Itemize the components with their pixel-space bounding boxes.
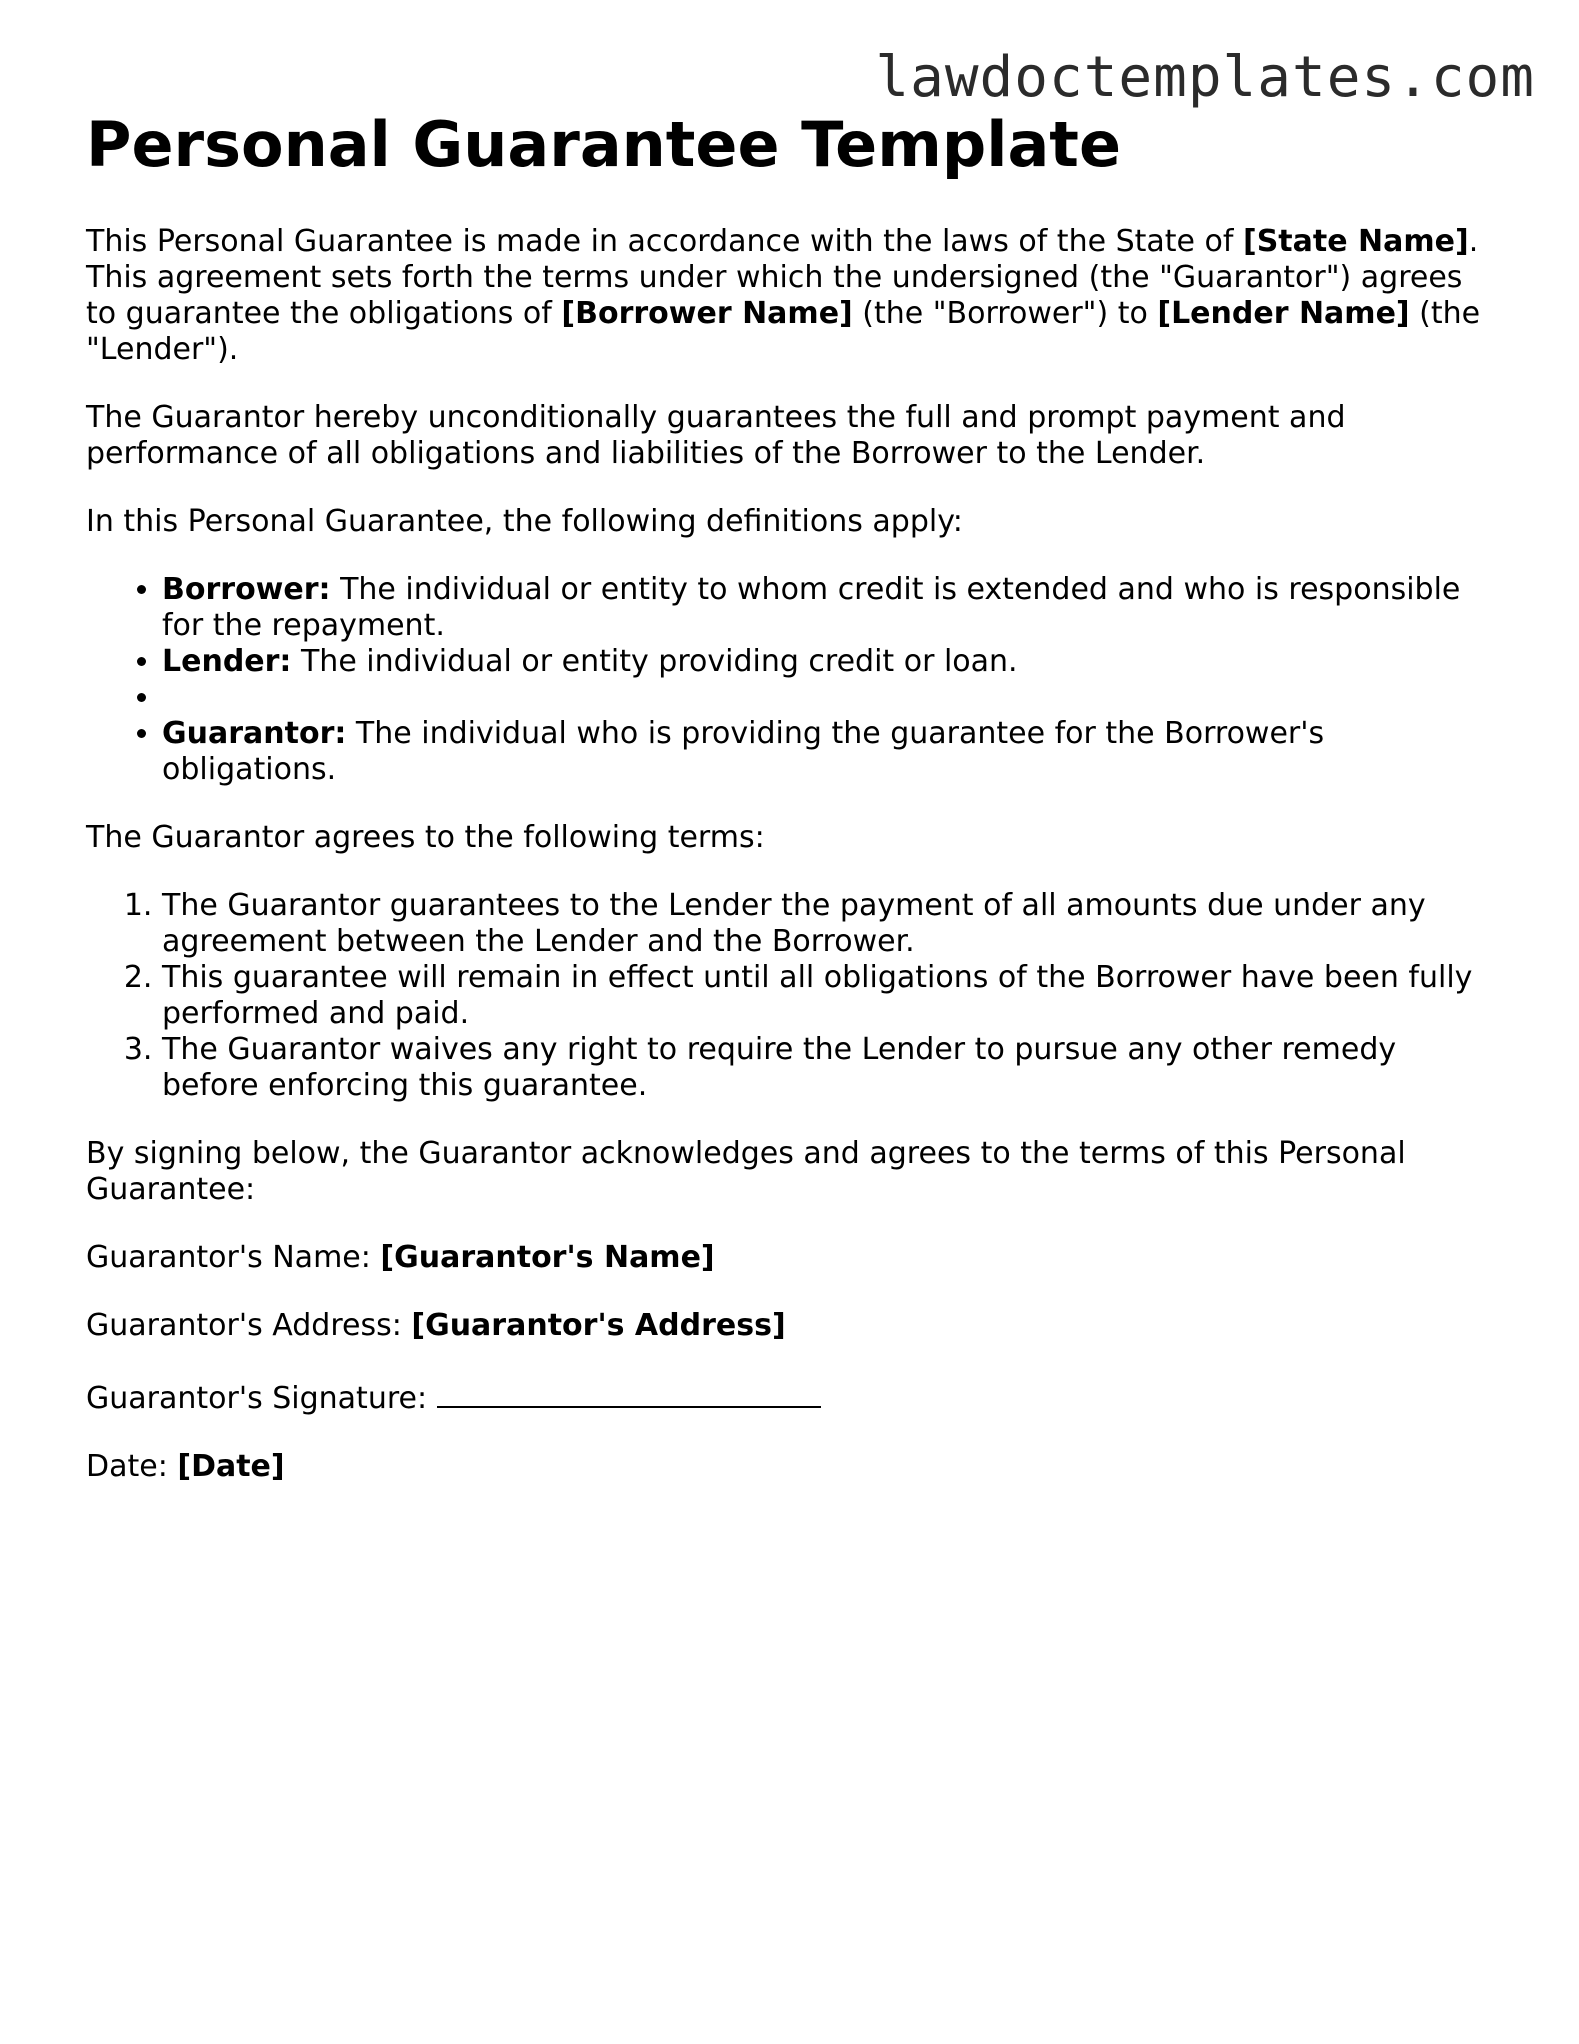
intro-text-3: (the "Borrower") to	[852, 296, 1158, 332]
signature-blank	[437, 1376, 821, 1408]
definition-term: Borrower:	[162, 572, 331, 608]
guarantor-signature-line	[86, 1376, 1496, 1417]
definition-term: Lender:	[162, 644, 292, 680]
intro-text-1: This Personal Guarantee is made in accordance with the laws of the State of	[86, 224, 1243, 260]
definition-text: The individual or entity to whom credit is extended and who is responsible for the repayment.	[162, 572, 1461, 644]
acknowledgement-paragraph: By signing below, the Guarantor acknowledges and agrees to the terms of this Personal Guarantee:	[86, 1136, 1406, 1208]
definition-item-borrower	[162, 572, 1496, 644]
term-item: 1. The Guarantor guarantees to the Lender the payment of all amounts due under any agreement between the Lender and the Borrower.	[162, 888, 1496, 960]
guarantor-name-label: Guarantor's Name:	[86, 1240, 381, 1276]
guarantee-paragraph: The Guarantor hereby unconditionally guarantees the full and prompt payment and performance of all obligations and liabilities of the Borrower to the Lender.	[86, 400, 1346, 472]
lender-name-placeholder: [Lender Name]	[1157, 296, 1410, 332]
definition-text: The individual or entity providing credit or loan.	[291, 644, 1018, 680]
terms-intro: The Guarantor agrees to the following terms:	[86, 820, 765, 856]
date-line	[86, 1449, 1496, 1485]
intro-paragraph	[86, 224, 1496, 368]
date-label: Date:	[86, 1449, 178, 1485]
borrower-name-placeholder: [Borrower Name]	[561, 296, 853, 332]
guarantor-signature-label: Guarantor's Signature:	[86, 1381, 437, 1417]
document-title: Personal Guarantee Template	[86, 108, 1121, 181]
terms-list	[86, 888, 1496, 1104]
document-body	[86, 108, 1496, 1517]
definitions-list	[86, 572, 1496, 788]
guarantor-address-placeholder: [Guarantor's Address]	[411, 1308, 786, 1344]
definition-item-lender	[162, 644, 1496, 680]
guarantor-address-line	[86, 1308, 1496, 1344]
term-item: 3. The Guarantor waives any right to require the Lender to pursue any other remedy before enforcing this guarantee.	[162, 1032, 1496, 1104]
site-watermark: lawdoctemplates.com	[875, 45, 1535, 110]
definition-item-guarantor	[162, 716, 1496, 788]
guarantor-name-line	[86, 1240, 1496, 1276]
date-placeholder: [Date]	[177, 1449, 285, 1485]
definition-text: The individual who is providing the guarantee for the Borrower's obligations.	[162, 716, 1325, 788]
intro-text-4: (the "Lender").	[86, 296, 1481, 368]
intro-text-2: . This agreement sets forth the terms under which the undersigned (the "Guarantor") agrees to guarantee the obligations of	[86, 224, 1479, 332]
guarantor-address-label: Guarantor's Address:	[86, 1308, 412, 1344]
state-name-placeholder: [State Name]	[1242, 224, 1469, 260]
definition-term: Guarantor:	[162, 716, 347, 752]
term-item: 2. This guarantee will remain in effect until all obligations of the Borrower have been fully performed and paid.	[162, 960, 1496, 1032]
definition-item-empty	[162, 680, 1496, 716]
guarantor-name-placeholder: [Guarantor's Name]	[380, 1240, 715, 1276]
definitions-intro: In this Personal Guarantee, the following definitions apply:	[86, 504, 963, 540]
